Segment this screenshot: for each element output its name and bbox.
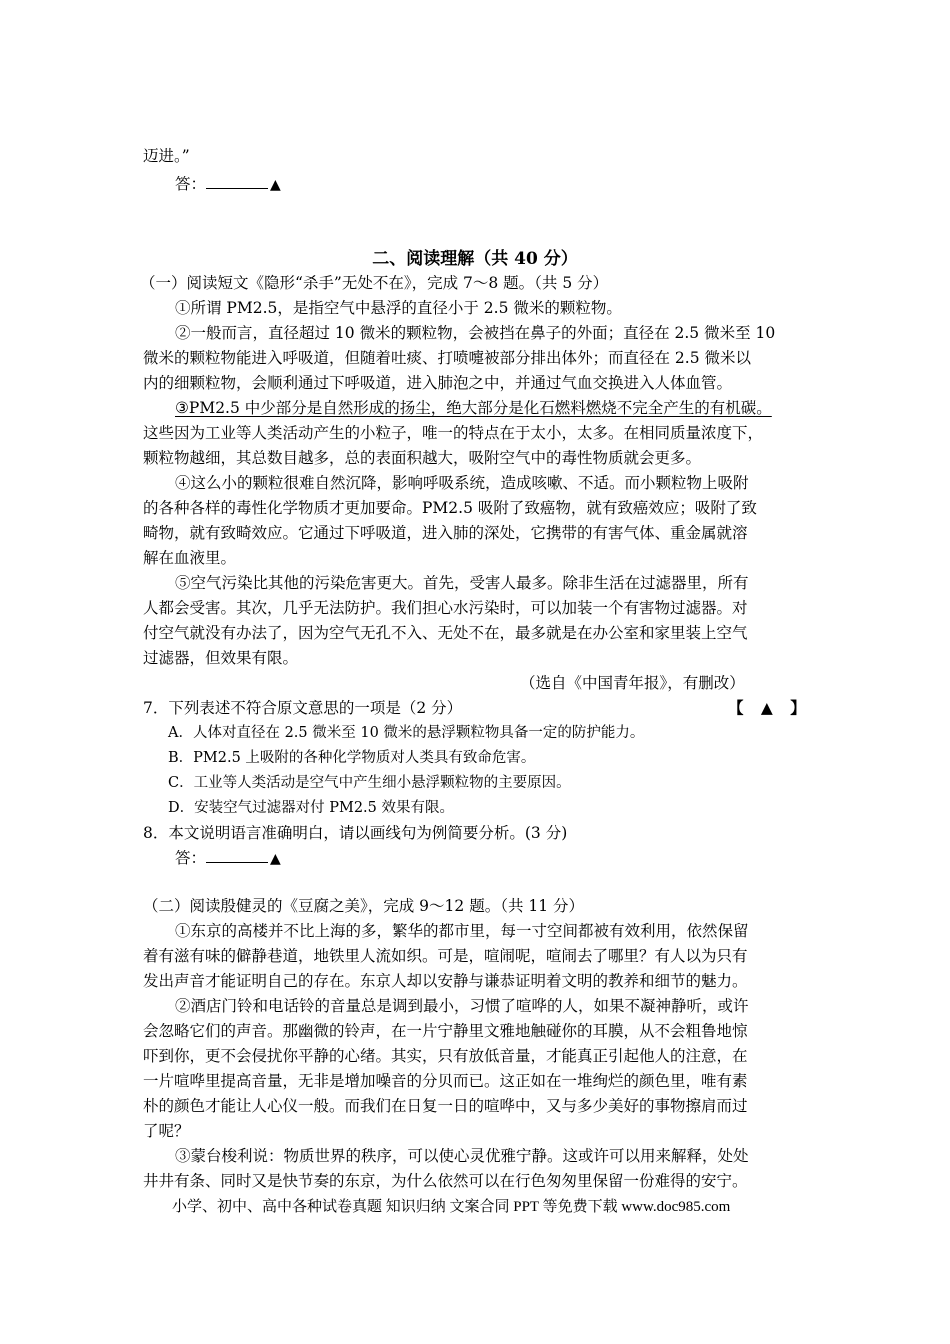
paragraph-line: ①所谓 PM2.5，是指空气中悬浮的直径小于 2.5 微米的颗粒物。 <box>175 299 622 317</box>
paragraph-line: 微米的颗粒物能进入呼吸道，但随着吐痰、打喷嚏被部分排出体外；而直径在 2.5 微米以 <box>143 349 752 367</box>
answer-line-q8 <box>175 848 281 869</box>
triangle-marker-icon: ▲ <box>270 177 281 193</box>
paragraph-line: 了呢？ <box>143 1122 190 1140</box>
underlined-sentence: ③PM2.5 中少部分是自然形成的扬尘，绝大部分是化石燃料燃烧不完全产生的有机碳。 <box>175 399 772 417</box>
paragraph-line: 这些因为工业等人类活动产生的小粒子，唯一的特点在于太小，太多。在相同质量浓度下， <box>143 424 764 442</box>
part2-header: （二）阅读殷健灵的《豆腐之美》，完成 9～12 题。（共 11 分） <box>143 897 585 915</box>
option-b[interactable]: B．PM2.5 上吸附的各种化学物质对人类具有致命危害。 <box>168 750 536 766</box>
answer-blank[interactable] <box>206 174 268 189</box>
answer-bracket[interactable]: 【 ▲ 】 <box>728 698 812 717</box>
paragraph-line: 会忽略它们的声音。那幽微的铃声，在一片宁静里文雅地触碰你的耳膜，从不会粗鲁地惊 <box>143 1022 748 1040</box>
paragraph-line: ④这么小的颗粒很难自然沉降，影响呼吸系统，造成咳嗽、不适。而小颗粒物上吸附 <box>175 474 749 492</box>
question-7-stem: 7．下列表述不符合原文意思的一项是（2 分） <box>143 699 463 717</box>
paragraph-line: 井井有条、同时又是快节奏的东京，为什么依然可以在行色匆匆里保留一份难得的安宁。 <box>143 1172 748 1190</box>
paragraph-line: ⑤空气污染比其他的污染危害更大。首先，受害人最多。除非生活在过滤器里，所有 <box>175 574 749 592</box>
paragraph-line: ②酒店门铃和电话铃的音量总是调到最小，习惯了喧哗的人，如果不凝神静听，或许 <box>175 997 749 1015</box>
answer-blank[interactable] <box>206 848 268 863</box>
paragraph-line: 颗粒物越细，其总数目越多，总的表面积越大，吸附空气中的毒性物质就会更多。 <box>143 449 702 467</box>
paragraph-line: ③蒙台梭利说：物质世界的秩序，可以使心灵优雅宁静。这或许可以用来解释，处处 <box>175 1147 749 1165</box>
answer-label: 答： <box>175 849 207 867</box>
paragraph-line: 付空气就没有办法了，因为空气无孔不入、无处不在，最多就是在办公室和家里装上空气 <box>143 624 748 642</box>
part1-header: （一）阅读短文《隐形“杀手”无处不在》，完成 7～8 题。（共 5 分） <box>140 274 609 292</box>
paragraph-line: 着有滋有味的僻静巷道，地铁里人流如织。可是，喧闹呢，喧闹去了哪里？有人以为只有 <box>143 947 748 965</box>
paragraph-line: 畸物，就有致畸效应。它通过下呼吸道，进入肺的深处，它携带的有害气体、重金属就溶 <box>143 524 748 542</box>
continuation-line: 迈进。” <box>143 147 190 165</box>
footer-link[interactable]: 小学、初中、高中各种试卷真题 知识归纳 文案合同 PPT 等免费下载 www.doc985.com <box>172 1199 731 1215</box>
answer-line-top <box>175 174 281 195</box>
option-c[interactable]: C．工业等人类活动是空气中产生细小悬浮颗粒物的主要原因。 <box>168 775 571 791</box>
triangle-marker-icon: ▲ <box>270 851 281 867</box>
option-d[interactable]: D．安装空气过滤器对付 PM2.5 效果有限。 <box>168 800 455 816</box>
paragraph-line: ②一般而言，直径超过 10 微米的颗粒物，会被挡在鼻子的外面；直径在 2.5 微米至 10 <box>175 324 776 342</box>
answer-label: 答： <box>175 175 207 193</box>
source-citation: （选自《中国青年报》，有删改） <box>520 674 745 692</box>
section-title: 二、阅读理解（共 40 分） <box>372 249 578 269</box>
paragraph-line: 的各种各样的毒性化学物质才更加要命。PM2.5 吸附了致癌物，就有致癌效应；吸附了致 <box>143 499 757 517</box>
paragraph-line: 发出声音才能证明自己的存在。东京人却以安静与谦恭证明着文明的教养和细节的魅力。 <box>143 972 748 990</box>
paragraph-line: 人都会受害。其次，几乎无法防护。我们担心水污染时，可以加装一个有害物过滤器。对 <box>143 599 748 617</box>
paragraph-line: 一片喧哗里提高音量，无非是增加噪音的分贝而已。这正如在一堆绚烂的颜色里，唯有素 <box>143 1072 748 1090</box>
question-8-stem: 8．本文说明语言准确明白，请以画线句为例简要分析。(3 分) <box>143 824 568 842</box>
paragraph-line: 解在血液里。 <box>143 549 237 567</box>
paragraph-line: 吓到你，更不会侵扰你平静的心绪。其实，只有放低音量，才能真正引起他人的注意，在 <box>143 1047 748 1065</box>
paragraph-line: 朴的颜色才能让人心仪一般。而我们在日复一日的喧哗中，又与多少美好的事物擦肩而过 <box>143 1097 748 1115</box>
paragraph-line: 过滤器，但效果有限。 <box>143 649 299 667</box>
paragraph-line: ①东京的高楼并不比上海的多，繁华的都市里，每一寸空间都被有效利用，依然保留 <box>175 922 749 940</box>
paragraph-line: 内的细颗粒物，会顺利通过下呼吸道，进入肺泡之中，并通过气血交换进入人体血管。 <box>143 374 733 392</box>
option-a[interactable]: A．人体对直径在 2.5 微米至 10 微米的悬浮颗粒物具备一定的防护能力。 <box>168 725 645 741</box>
